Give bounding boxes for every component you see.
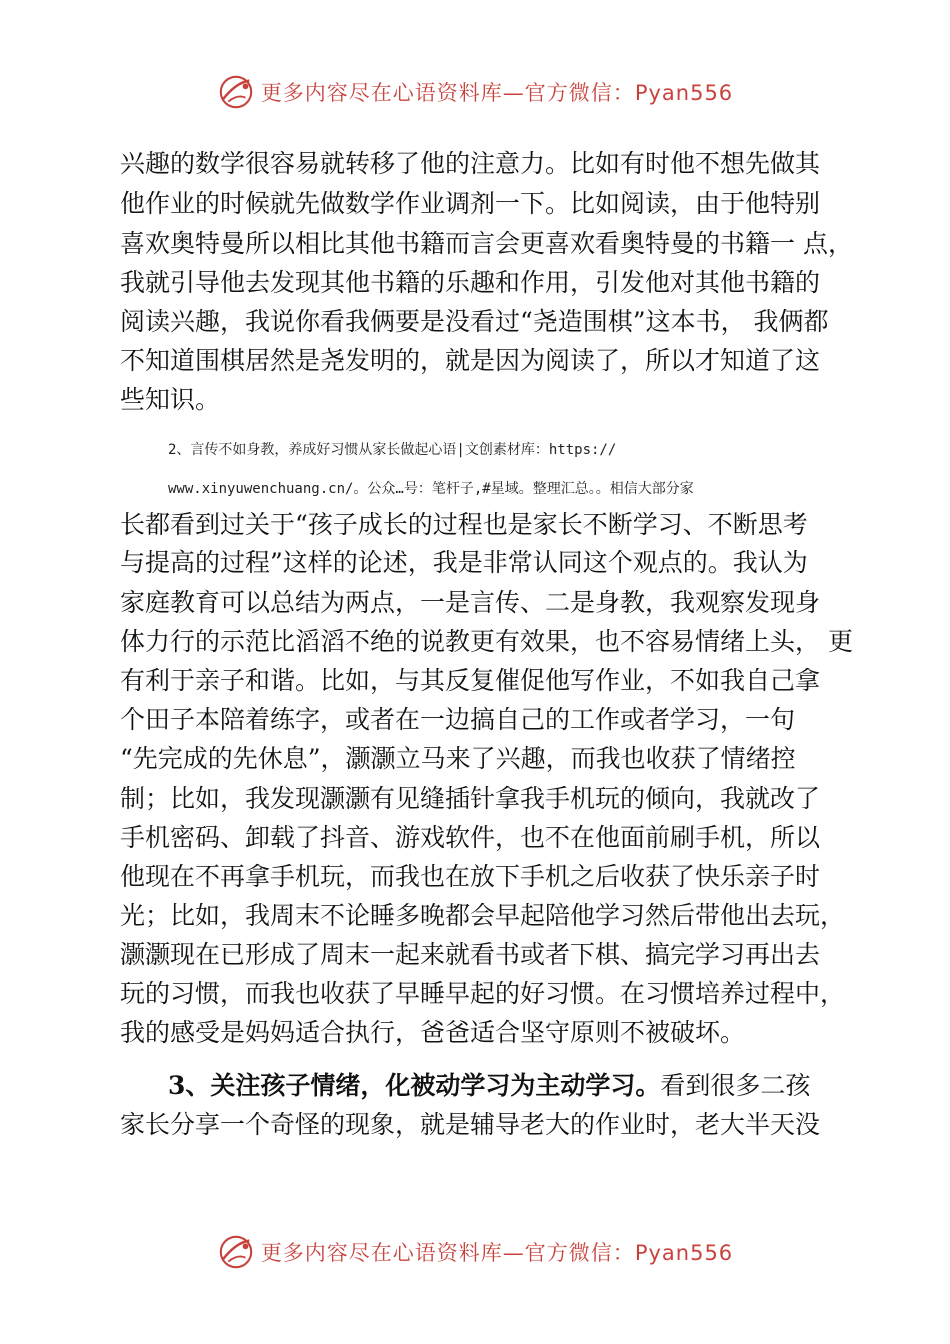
text-line: 玩的习惯，而我也收获了早睡早起的好习惯。在习惯培养过程中， <box>120 979 846 1008</box>
text-line: 个田子本陪着练字，或者在一边搞自己的工作或者学习，一句 <box>120 705 796 734</box>
text-line: 制；比如，我发现灏灏有见缝插针拿我手机玩的倾向，我就改了 <box>120 784 821 813</box>
section-3-first-line <box>168 1066 860 1106</box>
text-line: 兴趣的数学很容易就转移了他的注意力。比如有时他不想先做其 <box>120 149 821 178</box>
text-line: 长都看到过关于“孩子成长的过程也是家长不断学习、不断思考 <box>120 510 808 539</box>
footer-banner-label: 更多内容尽在心语资料库—官方微信： <box>260 1241 635 1265</box>
text-line: 他现在不再拿手机玩，而我也在放下手机之后收获了快乐亲子时 <box>120 862 821 891</box>
text-line: 阅读兴趣，我说你看我俩要是没看过“尧造围棋”这本书， 我俩都 <box>120 307 829 336</box>
text-line: 有利于亲子和谐。比如，与其反复催促他写作业，不如我自己拿 <box>120 666 821 695</box>
small-text-line: www.xinyuwenchuang.cn/。公众…号：笔杆子,#星域。整理汇总。。相信大部分家 <box>168 481 694 497</box>
text-line: 他作业的时候就先做数学作业调剂一下。比如阅读，由于他特别 <box>120 189 821 218</box>
footer-wechat-id: Pyan556 <box>634 1241 734 1265</box>
small-text-line: 2、言传不如身教，养成好习惯从家长做起心语|文创素材库：https:// <box>168 442 617 458</box>
seal-logo-icon <box>217 73 255 111</box>
text-line: 体力行的示范比滔滔不绝的说教更有效果，也不容易情绪上头， 更 <box>120 627 853 656</box>
text-line: 些知识。 <box>120 385 221 414</box>
text-line: 我的感受是妈妈适合执行，爸爸适合坚守原则不被破坏。 <box>120 1018 746 1047</box>
text-line: 手机密码、卸载了抖音、游戏软件，也不在他面前刷手机，所以 <box>120 823 821 852</box>
header-banner-text <box>261 77 733 107</box>
text-line: 光；比如，我周末不论睡多晚都会早起陪他学习然后带他出去玩， <box>120 901 846 930</box>
footer-banner-text <box>261 1237 733 1267</box>
text-line: “先完成的先休息”，灏灏立马来了兴趣，而我也收获了情绪控 <box>120 744 796 773</box>
text-line: 我就引导他去发现其他书籍的乐趣和作用，引发他对其他书籍的 <box>120 268 821 297</box>
text-line: 喜欢奥特曼所以相比其他书籍而言会更喜欢看奥特曼的书籍一 点， <box>120 229 853 258</box>
seal-logo-icon <box>217 1233 255 1271</box>
footer-banner <box>0 1230 950 1274</box>
header-banner <box>0 70 950 114</box>
section-3-heading: 3、关注孩子情绪，化被动学习为主动学习。 <box>168 1071 661 1100</box>
text-line: 家庭教育可以总结为两点，一是言传、二是身教，我观察发现身 <box>120 588 821 617</box>
header-wechat-id: Pyan556 <box>634 81 734 105</box>
text-line: 灏灏现在已形成了周末一起来就看书或者下棋、搞完学习再出去 <box>120 940 821 969</box>
text-line: 不知道围棋居然是尧发明的，就是因为阅读了，所以才知道了这 <box>120 346 821 375</box>
section-3-line-rest: 看到很多二孩 <box>660 1071 811 1100</box>
text-line: 与提高的过程”这样的论述，我是非常认同这个观点的。我认为 <box>120 548 808 577</box>
text-line: 家长分享一个奇怪的现象，就是辅导老大的作业时，老大半天没 <box>120 1110 821 1139</box>
header-banner-label: 更多内容尽在心语资料库—官方微信： <box>260 81 635 105</box>
